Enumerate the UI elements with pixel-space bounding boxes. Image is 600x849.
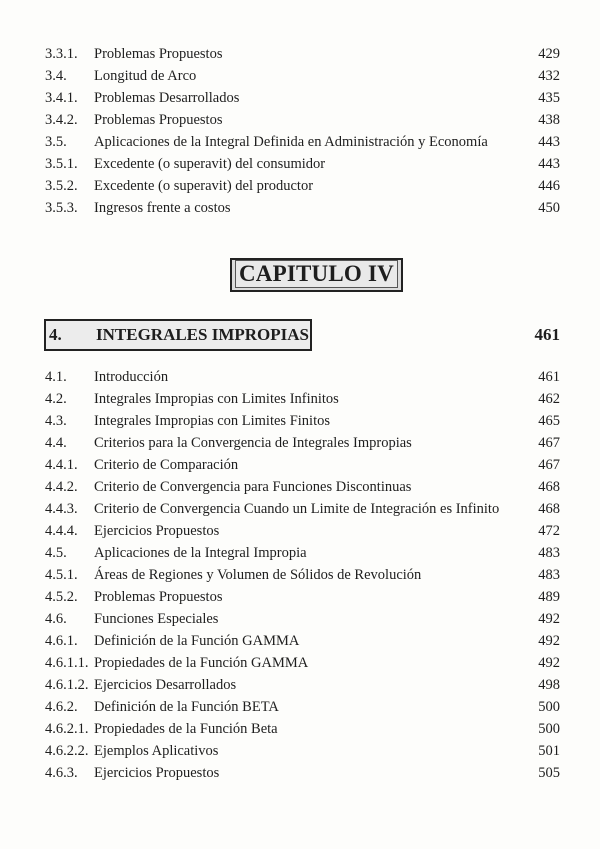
toc-entry xyxy=(45,454,560,476)
toc-entry-page: 438 xyxy=(538,112,560,128)
toc-entry-number: 4.5.2. xyxy=(45,589,78,605)
toc-entry-title: Áreas de Regiones y Volumen de Sólidos de Revolución xyxy=(94,567,422,583)
toc-entry-title: Aplicaciones de la Integral Impropia xyxy=(94,545,307,561)
toc-entry-title: Problemas Desarrollados xyxy=(94,90,240,106)
toc-entry-title: Definición de la Función GAMMA xyxy=(94,633,300,649)
toc-entry-number: 4.6.3. xyxy=(45,765,78,781)
toc-entry-page: 429 xyxy=(538,46,560,62)
toc-entry-page: 501 xyxy=(538,743,560,759)
toc-entry xyxy=(45,740,560,762)
toc-entry-number: 4.4.3. xyxy=(45,501,78,517)
toc-entry-title: Funciones Especiales xyxy=(94,611,219,627)
toc-entry xyxy=(45,432,560,454)
toc-entry xyxy=(45,366,560,388)
toc-entry-title: Problemas Propuestos xyxy=(94,46,223,62)
toc-entry xyxy=(45,586,560,608)
section-title: INTEGRALES IMPROPIAS xyxy=(96,325,310,344)
toc-entry-number: 4.4. xyxy=(45,435,67,451)
toc-entry-number: 3.5.1. xyxy=(45,156,78,172)
toc-entry-number: 4.4.2. xyxy=(45,479,78,495)
toc-entry-title: Ejercicios Propuestos xyxy=(94,523,220,539)
toc-list-chapter-4 xyxy=(45,366,560,784)
toc-entry xyxy=(45,388,560,410)
toc-entry-number: 3.3.1. xyxy=(45,46,78,62)
toc-entry-page: 462 xyxy=(538,391,560,407)
toc-entry-number: 3.5. xyxy=(45,134,67,150)
toc-entry-title: Ejercicios Desarrollados xyxy=(94,677,237,693)
toc-entry xyxy=(45,476,560,498)
toc-entry xyxy=(45,674,560,696)
toc-entry-number: 4.6.1. xyxy=(45,633,78,649)
toc-entry-number: 4.6.2. xyxy=(45,699,78,715)
toc-entry xyxy=(45,564,560,586)
toc-entry-page: 468 xyxy=(538,479,560,495)
toc-entry-title: Introducción xyxy=(94,369,169,385)
toc-entry-page: 435 xyxy=(538,90,560,106)
toc-entry-page: 489 xyxy=(538,589,560,605)
toc-entry-number: 4.4.1. xyxy=(45,457,78,473)
toc-entry-title: Propiedades de la Función Beta xyxy=(94,721,278,737)
toc-entry xyxy=(45,175,560,197)
toc-entry xyxy=(45,410,560,432)
toc-entry-number: 4.3. xyxy=(45,413,67,429)
toc-entry-title: Problemas Propuestos xyxy=(94,112,223,128)
toc-entry-number: 4.6. xyxy=(45,611,67,627)
toc-entry-title: Ejemplos Aplicativos xyxy=(94,743,219,759)
toc-entry-number: 3.4.1. xyxy=(45,90,78,106)
toc-entry-number: 4.4.4. xyxy=(45,523,78,539)
toc-entry-number: 4.2. xyxy=(45,391,67,407)
toc-entry xyxy=(45,197,560,219)
toc-entry-page: 483 xyxy=(538,545,560,561)
toc-entry-title: Propiedades de la Función GAMMA xyxy=(94,655,309,671)
toc-entry-page: 443 xyxy=(538,156,560,172)
toc-entry-title: Integrales Impropias con Limites Infinitos xyxy=(94,391,339,407)
toc-entry-number: 4.6.2.1. xyxy=(45,721,89,737)
toc-entry-number: 3.5.2. xyxy=(45,178,78,194)
toc-entry-page: 500 xyxy=(538,721,560,737)
toc-entry-title: Criterio de Convergencia Cuando un Limite de Integración es Infinito xyxy=(94,501,500,517)
toc-entry-page: 492 xyxy=(538,611,560,627)
toc-entry-number: 4.1. xyxy=(45,369,67,385)
toc-entry-page: 432 xyxy=(538,68,560,84)
toc-entry xyxy=(45,630,560,652)
toc-entry xyxy=(45,718,560,740)
toc-entry-title: Integrales Impropias con Limites Finitos xyxy=(94,413,330,429)
toc-entry-page: 472 xyxy=(538,523,560,539)
toc-entry-page: 461 xyxy=(538,369,560,385)
toc-entry-title: Definición de la Función BETA xyxy=(94,699,279,715)
toc-entry-number: 3.4. xyxy=(45,68,67,84)
section-page-number: 461 xyxy=(534,325,560,344)
toc-entry-number: 4.5. xyxy=(45,545,67,561)
toc-entry-page: 505 xyxy=(538,765,560,781)
toc-entry xyxy=(45,542,560,564)
toc-entry xyxy=(45,652,560,674)
toc-entry-page: 446 xyxy=(538,178,560,194)
chapter-title: CAPITULO IV xyxy=(235,260,398,288)
toc-entry-number: 4.5.1. xyxy=(45,567,78,583)
toc-entry xyxy=(45,109,560,131)
toc-entry-title: Excedente (o superavit) del productor xyxy=(94,178,314,194)
toc-entry-number: 4.6.1.1. xyxy=(45,655,89,671)
toc-entry-title: Ingresos frente a costos xyxy=(94,200,231,216)
toc-entry-title: Problemas Propuestos xyxy=(94,589,223,605)
toc-entry xyxy=(45,131,560,153)
toc-entry-title: Ejercicios Propuestos xyxy=(94,765,220,781)
toc-entry-page: 443 xyxy=(538,134,560,150)
chapter-heading xyxy=(230,258,403,292)
toc-list-chapter-3 xyxy=(45,43,560,219)
toc-entry-number: 4.6.2.2. xyxy=(45,743,89,759)
toc-entry xyxy=(45,762,560,784)
section-number: 4. xyxy=(49,325,62,344)
toc-entry xyxy=(45,498,560,520)
toc-entry-title: Criterios para la Convergencia de Integrales Impropias xyxy=(94,435,412,451)
toc-entry-page: 468 xyxy=(538,501,560,517)
toc-entry-page: 450 xyxy=(538,200,560,216)
toc-entry xyxy=(45,87,560,109)
toc-entry-page: 483 xyxy=(538,567,560,583)
toc-entry-title: Excedente (o superavit) del consumidor xyxy=(94,156,326,172)
toc-entry-number: 3.4.2. xyxy=(45,112,78,128)
toc-entry-page: 467 xyxy=(538,457,560,473)
toc-entry-number: 3.5.3. xyxy=(45,200,78,216)
toc-entry-number: 4.6.1.2. xyxy=(45,677,89,693)
toc-entry xyxy=(45,696,560,718)
toc-entry xyxy=(45,608,560,630)
toc-entry xyxy=(45,65,560,87)
toc-entry-page: 492 xyxy=(538,655,560,671)
toc-entry-page: 467 xyxy=(538,435,560,451)
toc-entry xyxy=(45,43,560,65)
toc-entry-title: Criterio de Convergencia para Funciones Discontinuas xyxy=(94,479,412,495)
toc-entry-page: 498 xyxy=(538,677,560,693)
toc-entry-page: 500 xyxy=(538,699,560,715)
section-heading xyxy=(44,319,312,351)
toc-entry xyxy=(45,153,560,175)
toc-entry-title: Aplicaciones de la Integral Definida en Administración y Economía xyxy=(94,134,488,150)
toc-entry-page: 492 xyxy=(538,633,560,649)
toc-entry-title: Criterio de Comparación xyxy=(94,457,239,473)
toc-entry-page: 465 xyxy=(538,413,560,429)
toc-entry xyxy=(45,520,560,542)
toc-entry-title: Longitud de Arco xyxy=(94,68,197,84)
